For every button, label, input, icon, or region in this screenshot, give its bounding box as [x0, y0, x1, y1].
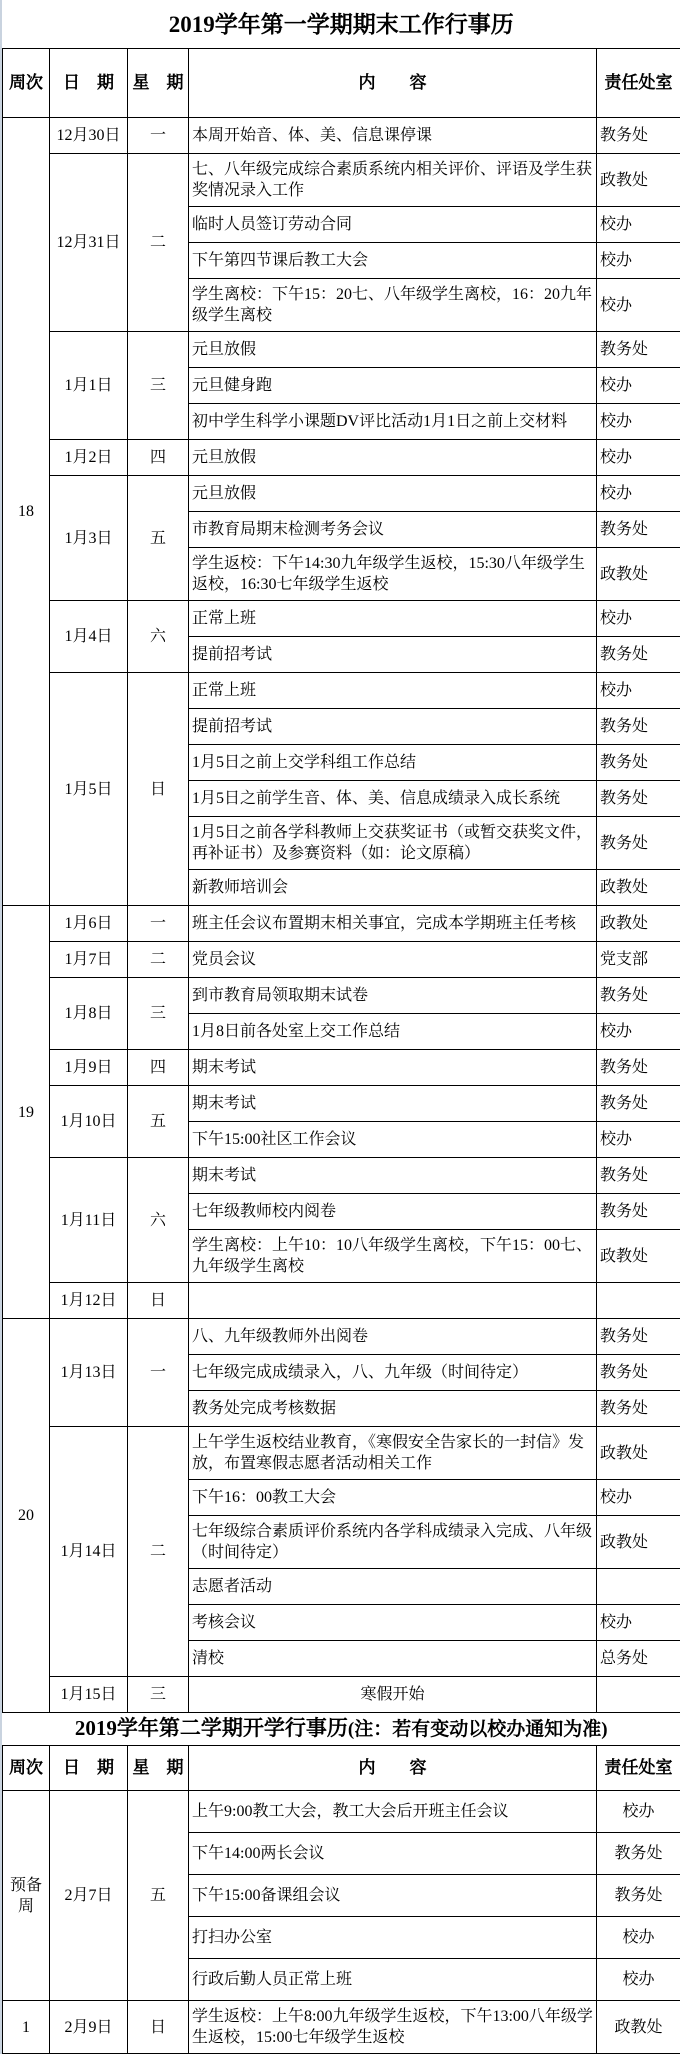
- calendar-table: [2, 0, 680, 2054]
- content-cell: 七年级教师校内阅卷: [189, 1194, 597, 1230]
- dept-cell: 教务处: [597, 1319, 680, 1355]
- content-cell: 元旦放假: [189, 332, 597, 368]
- dept-cell: 政教处: [597, 548, 680, 601]
- dept-cell: [597, 1283, 680, 1319]
- content-cell: 正常上班: [189, 601, 597, 637]
- dept-cell: 政教处: [597, 2001, 680, 2054]
- table-row: [3, 2001, 680, 2054]
- content-cell: 元旦放假: [189, 476, 597, 512]
- content-cell: 市教育局期末检测考务会议: [189, 512, 597, 548]
- weekday-cell: 三: [128, 332, 189, 440]
- weekday-cell: 二: [128, 942, 189, 978]
- content-cell: 下午14:00两长会议: [189, 1833, 597, 1875]
- date-cell: 2月7日: [50, 1791, 128, 2001]
- content-cell: 七、八年级完成综合素质系统内相关评价、评语及学生获奖情况录入工作: [189, 154, 597, 207]
- content-cell: 元旦放假: [189, 440, 597, 476]
- date-cell: 1月15日: [50, 1677, 128, 1713]
- dept-cell: 教务处: [597, 1158, 680, 1194]
- weekday-cell: 四: [128, 1050, 189, 1086]
- weekday-cell: 一: [128, 118, 189, 154]
- date-cell: 2月9日: [50, 2001, 128, 2054]
- dept-cell: 校办: [597, 476, 680, 512]
- dept-cell: 教务处: [597, 512, 680, 548]
- header-dept: 责任处室: [597, 49, 680, 118]
- content-cell: 本周开始音、体、美、信息课停课: [189, 118, 597, 154]
- dept-cell: 教务处: [597, 1833, 680, 1875]
- calendar-body: [3, 0, 680, 2054]
- dept-cell: 教务处: [597, 637, 680, 673]
- weekday-cell: 日: [128, 673, 189, 906]
- table-row: [3, 476, 680, 512]
- table-row: [3, 1158, 680, 1194]
- table-row: [3, 906, 680, 942]
- section-title: [3, 0, 680, 49]
- dept-cell: 校办: [597, 404, 680, 440]
- date-cell: 1月3日: [50, 476, 128, 601]
- date-cell: 1月14日: [50, 1427, 128, 1677]
- weekday-cell: 二: [128, 1427, 189, 1677]
- week-number: 1: [3, 2001, 50, 2054]
- table-row: [3, 1319, 680, 1355]
- content-cell: 下午16：00教工大会: [189, 1480, 597, 1516]
- content-cell: 1月5日之前学生音、体、美、信息成绩录入成长系统: [189, 781, 597, 817]
- dept-cell: 校办: [597, 1791, 680, 1833]
- content-cell: 行政后勤人员正常上班: [189, 1959, 597, 2001]
- dept-cell: 教务处: [597, 1086, 680, 1122]
- weekday-cell: 一: [128, 1319, 189, 1427]
- content-cell: 七年级综合素质评价系统内各学科成绩录入完成、八年级（时间待定）: [189, 1516, 597, 1569]
- content-cell: 七年级完成成绩录入，八、九年级（时间待定）: [189, 1355, 597, 1391]
- date-cell: 1月2日: [50, 440, 128, 476]
- content-cell: 期末考试: [189, 1086, 597, 1122]
- dept-cell: 教务处: [597, 1355, 680, 1391]
- dept-cell: 政教处: [597, 1230, 680, 1283]
- content-cell: 寒假开始: [189, 1677, 597, 1713]
- dept-cell: 教务处: [597, 817, 680, 870]
- content-cell: 学生离校：下午15：20七、八年级学生离校，16：20九年级学生离校: [189, 279, 597, 332]
- date-cell: 1月13日: [50, 1319, 128, 1427]
- date-cell: 1月8日: [50, 978, 128, 1050]
- weekday-cell: 日: [128, 1283, 189, 1319]
- content-cell: 提前招考试: [189, 637, 597, 673]
- date-cell: 1月6日: [50, 906, 128, 942]
- section-title-text: 2019学年第一学期期末工作行事历: [169, 12, 514, 37]
- content-cell: 考核会议: [189, 1605, 597, 1641]
- weekday-cell: 五: [128, 476, 189, 601]
- content-cell: 学生返校：下午14:30九年级学生返校，15:30八年级学生返校，16:30七年级学生返校: [189, 548, 597, 601]
- dept-cell: 校办: [597, 601, 680, 637]
- content-cell: 初中学生科学小课题DV评比活动1月1日之前上交材料: [189, 404, 597, 440]
- section-title: [3, 1713, 680, 1746]
- dept-cell: 政教处: [597, 906, 680, 942]
- content-cell: [189, 1283, 597, 1319]
- dept-cell: 校办: [597, 207, 680, 243]
- content-cell: 党员会议: [189, 942, 597, 978]
- date-cell: 12月31日: [50, 154, 128, 332]
- content-cell: 教务处完成考核数据: [189, 1391, 597, 1427]
- weekday-cell: 四: [128, 440, 189, 476]
- section-title-text: 2019学年第二学期开学行事历: [75, 1716, 348, 1740]
- weekday-cell: 一: [128, 906, 189, 942]
- week-number: 预备周: [3, 1791, 50, 2001]
- content-cell: 1月5日之前各学科教师上交获奖证书（或暂交获奖文件，再补证书）及参赛资料（如：论文原稿）: [189, 817, 597, 870]
- weekday-cell: 三: [128, 978, 189, 1050]
- date-cell: 12月30日: [50, 118, 128, 154]
- dept-cell: 校办: [597, 673, 680, 709]
- content-cell: 下午15:00社区工作会议: [189, 1122, 597, 1158]
- dept-cell: 总务处: [597, 1641, 680, 1677]
- content-cell: 期末考试: [189, 1158, 597, 1194]
- header-dept: 责任处室: [597, 1746, 680, 1791]
- date-cell: 1月5日: [50, 673, 128, 906]
- dept-cell: 校办: [597, 1480, 680, 1516]
- content-cell: 元旦健身跑: [189, 368, 597, 404]
- content-cell: 清校: [189, 1641, 597, 1677]
- dept-cell: 校办: [597, 368, 680, 404]
- weekday-cell: 三: [128, 1677, 189, 1713]
- header-week: 周次: [3, 49, 50, 118]
- dept-cell: 校办: [597, 1959, 680, 2001]
- content-cell: 八、九年级教师外出阅卷: [189, 1319, 597, 1355]
- table-row: [3, 1050, 680, 1086]
- date-cell: 1月9日: [50, 1050, 128, 1086]
- section-title-row: [3, 0, 680, 49]
- dept-cell: 教务处: [597, 1391, 680, 1427]
- header-date: 日 期: [50, 49, 128, 118]
- content-cell: 志愿者活动: [189, 1569, 597, 1605]
- weekday-cell: 五: [128, 1086, 189, 1158]
- dept-cell: 教务处: [597, 118, 680, 154]
- table-row: [3, 1677, 680, 1713]
- dept-cell: 政教处: [597, 1427, 680, 1480]
- content-cell: 临时人员签订劳动合同: [189, 207, 597, 243]
- dept-cell: 教务处: [597, 1050, 680, 1086]
- dept-cell: 校办: [597, 1122, 680, 1158]
- dept-cell: [597, 1569, 680, 1605]
- content-cell: 期末考试: [189, 1050, 597, 1086]
- weekday-cell: 日: [128, 2001, 189, 2054]
- content-cell: 打扫办公室: [189, 1917, 597, 1959]
- date-cell: 1月11日: [50, 1158, 128, 1283]
- dept-cell: 校办: [597, 1917, 680, 1959]
- date-cell: 1月1日: [50, 332, 128, 440]
- week-number: 20: [3, 1319, 50, 1713]
- content-cell: 提前招考试: [189, 709, 597, 745]
- table-row: [3, 673, 680, 709]
- date-cell: 1月10日: [50, 1086, 128, 1158]
- header-content: 内 容: [189, 49, 597, 118]
- dept-cell: 校办: [597, 243, 680, 279]
- dept-cell: 校办: [597, 279, 680, 332]
- dept-cell: 教务处: [597, 709, 680, 745]
- table-row: [3, 978, 680, 1014]
- section-title-row: [3, 1713, 680, 1746]
- content-cell: 1月5日之前上交学科组工作总结: [189, 745, 597, 781]
- weekday-cell: 二: [128, 154, 189, 332]
- header-week: 周次: [3, 1746, 50, 1791]
- table-row: [3, 1427, 680, 1480]
- header-row: [3, 1746, 680, 1791]
- content-cell: 到市教育局领取期末试卷: [189, 978, 597, 1014]
- content-cell: 下午第四节课后教工大会: [189, 243, 597, 279]
- dept-cell: [597, 1677, 680, 1713]
- content-cell: 1月8日前各处室上交工作总结: [189, 1014, 597, 1050]
- header-date: 日 期: [50, 1746, 128, 1791]
- content-cell: 下午15:00备课组会议: [189, 1875, 597, 1917]
- content-cell: 学生返校：上午8:00九年级学生返校，下午13:00八年级学生返校，15:00七年级学生返校: [189, 2001, 597, 2054]
- date-cell: 1月12日: [50, 1283, 128, 1319]
- content-cell: 正常上班: [189, 673, 597, 709]
- dept-cell: 教务处: [597, 332, 680, 368]
- weekday-cell: 六: [128, 601, 189, 673]
- dept-cell: 党支部: [597, 942, 680, 978]
- content-cell: 上午学生返校结业教育，《寒假安全告家长的一封信》发放，布置寒假志愿者活动相关工作: [189, 1427, 597, 1480]
- dept-cell: 教务处: [597, 978, 680, 1014]
- table-row: [3, 332, 680, 368]
- dept-cell: 教务处: [597, 781, 680, 817]
- table-row: [3, 601, 680, 637]
- week-number: 19: [3, 906, 50, 1319]
- dept-cell: 校办: [597, 440, 680, 476]
- table-row: [3, 1791, 680, 1833]
- table-row: [3, 440, 680, 476]
- weekday-cell: 六: [128, 1158, 189, 1283]
- table-row: [3, 154, 680, 207]
- content-cell: 上午9:00教工大会，教工大会后开班主任会议: [189, 1791, 597, 1833]
- content-cell: 学生离校：上午10：10八年级学生离校，下午15：00七、九年级学生离校: [189, 1230, 597, 1283]
- table-row: [3, 1283, 680, 1319]
- dept-cell: 政教处: [597, 1516, 680, 1569]
- header-day: 星 期: [128, 49, 189, 118]
- table-row: [3, 942, 680, 978]
- table-row: [3, 1086, 680, 1122]
- header-day: 星 期: [128, 1746, 189, 1791]
- dept-cell: 政教处: [597, 870, 680, 906]
- section-note: (注：若有变动以校办通知为准): [348, 1719, 608, 1740]
- content-cell: 班主任会议布置期末相关事宜，完成本学期班主任考核: [189, 906, 597, 942]
- dept-cell: 教务处: [597, 1875, 680, 1917]
- date-cell: 1月4日: [50, 601, 128, 673]
- dept-cell: 政教处: [597, 154, 680, 207]
- header-content: 内 容: [189, 1746, 597, 1791]
- dept-cell: 教务处: [597, 745, 680, 781]
- dept-cell: 校办: [597, 1014, 680, 1050]
- date-cell: 1月7日: [50, 942, 128, 978]
- weekday-cell: 五: [128, 1791, 189, 2001]
- dept-cell: 教务处: [597, 1194, 680, 1230]
- header-row: [3, 49, 680, 118]
- dept-cell: 校办: [597, 1605, 680, 1641]
- week-number: 18: [3, 118, 50, 906]
- table-row: [3, 118, 680, 154]
- content-cell: 新教师培训会: [189, 870, 597, 906]
